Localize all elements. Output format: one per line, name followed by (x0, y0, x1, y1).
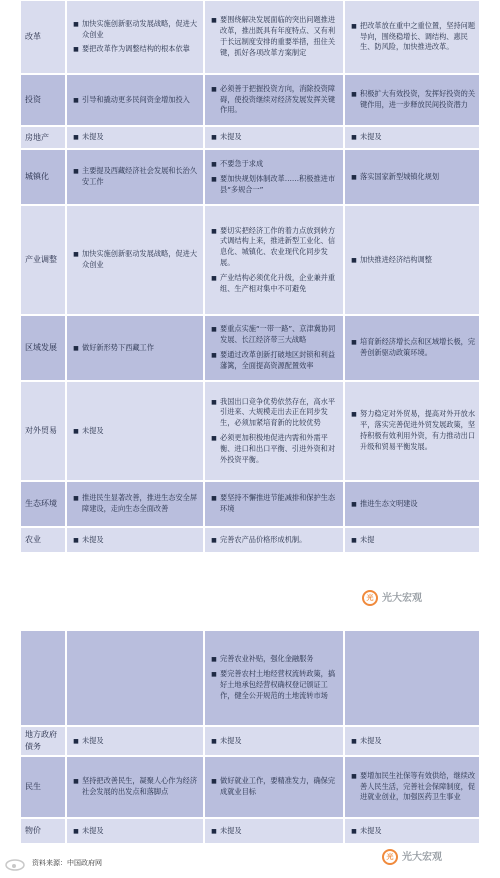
list-item (208, 324, 340, 346)
bullet-icon: ■ (211, 85, 217, 93)
policy-cell-3 (345, 727, 479, 755)
list-item (208, 397, 340, 429)
list-item (348, 255, 476, 266)
policy-cell-1 (67, 727, 205, 755)
bullet-icon: ■ (351, 536, 357, 544)
list-item (208, 736, 340, 747)
list-item (70, 776, 200, 798)
bullet-icon: ■ (211, 398, 217, 406)
bullet-icon: ■ (211, 737, 217, 745)
watermark-logo-icon: 光 (382, 849, 398, 865)
bullet-icon: ■ (73, 251, 79, 259)
item-text: 未提及 (360, 825, 382, 835)
list-item (208, 669, 340, 701)
policy-cell-1 (67, 206, 205, 314)
row-label: 投资 (21, 75, 67, 125)
bullet-icon: ■ (351, 134, 357, 141)
bullet-icon: ■ (73, 96, 79, 104)
list-item (208, 15, 340, 58)
policy-cell-2 (205, 482, 345, 526)
item-text: 做好就业工作，要精准发力，确保完成就业目标 (220, 776, 336, 796)
list-item (208, 826, 340, 837)
list-item (70, 132, 200, 143)
row-label: 房地产 (21, 127, 67, 148)
row-label: 对外贸易 (21, 382, 67, 480)
policy-cell-3 (345, 127, 479, 148)
list-item (70, 826, 200, 837)
bullet-icon: ■ (211, 326, 217, 334)
list-item (70, 343, 200, 354)
item-text: 加快推进经济结构调整 (360, 254, 432, 264)
item-text: 落实国家新型城镇化规划 (360, 171, 440, 181)
list-item (70, 44, 200, 55)
policy-cell-1 (67, 382, 205, 480)
policy-table-top (21, 0, 479, 554)
bullet-icon: ■ (211, 656, 217, 664)
policy-cell-3 (345, 75, 479, 125)
policy-cell-1 (67, 75, 205, 125)
item-text: 要把改革作为调整结构的根本依靠 (82, 44, 190, 54)
policy-cell-3 (345, 206, 479, 314)
policy-cell-3 (345, 819, 479, 843)
bullet-icon: ■ (211, 827, 217, 835)
item-text: 未提及 (82, 825, 104, 835)
row-label: 地方政府债务 (21, 727, 67, 755)
list-item (208, 776, 340, 798)
list-item (208, 350, 340, 372)
bullet-icon: ■ (73, 495, 79, 503)
bullet-icon: ■ (351, 500, 357, 508)
row-label: 民生 (21, 757, 67, 817)
list-item (208, 84, 340, 116)
item-text: 主要提及西藏经济社会发展和长治久安工作 (82, 166, 198, 186)
policy-table-bottom (21, 630, 479, 845)
table-row (21, 727, 479, 757)
bullet-icon: ■ (73, 168, 79, 176)
bullet-icon: ■ (73, 827, 79, 835)
item-text: 完善农业补贴，强化金融服务 (220, 654, 314, 664)
row-label: 城镇化 (21, 150, 67, 204)
source-note: 资料来源：中国政府网 (32, 859, 102, 867)
policy-cell-3 (345, 528, 479, 552)
bullet-icon: ■ (211, 495, 217, 503)
watermark-text: 光大宏观 (382, 592, 422, 604)
row-label: 农业 (21, 528, 67, 552)
table-row (21, 382, 479, 482)
list-item (208, 433, 340, 465)
table-row (21, 631, 479, 727)
table-row (21, 1, 479, 75)
policy-cell-1 (67, 819, 205, 843)
bullet-icon: ■ (351, 339, 357, 347)
bullet-icon: ■ (211, 778, 217, 786)
list-item (348, 499, 476, 510)
table-row (21, 528, 479, 554)
policy-cell-1 (67, 631, 205, 725)
policy-cell-2 (205, 819, 345, 843)
item-text: 做好新形势下西藏工作 (82, 342, 154, 352)
list-item (208, 132, 340, 143)
bullet-icon: ■ (73, 344, 79, 352)
policy-cell-3 (345, 482, 479, 526)
list-item (70, 19, 200, 41)
row-label: 物价 (21, 819, 67, 843)
item-text: 产业结构必须优化升级，企业兼并重组、生产相对集中不可避免 (220, 272, 336, 293)
bullet-icon: ■ (73, 20, 79, 28)
list-item (70, 166, 200, 188)
row-label (21, 631, 67, 725)
list-item (208, 159, 340, 170)
list-item (348, 535, 476, 546)
row-label: 产业调整 (21, 206, 67, 314)
item-text: 要围绕解决发展面临的突出问题推进改革，推出既具有年度特点、又有利于长远制度安排的重要举措，扭住关键，抓好各项改革方案制定 (220, 15, 336, 57)
watermark-bottom (382, 849, 442, 865)
item-text: 未提及 (360, 132, 382, 141)
item-text: 未提 (360, 534, 375, 544)
table-row (21, 75, 479, 127)
list-item (70, 95, 200, 106)
policy-cell-3 (345, 1, 479, 73)
table-row (21, 482, 479, 528)
bullet-icon: ■ (351, 256, 357, 264)
table-row (21, 316, 479, 382)
item-text: 要通过改革创新打破地区封锁和利益藩篱，全面提高资源配置效率 (220, 350, 336, 370)
list-item (348, 409, 476, 452)
policy-cell-1 (67, 150, 205, 204)
row-label: 生态环境 (21, 482, 67, 526)
bullet-icon: ■ (211, 227, 217, 235)
item-text: 要加快规划体制改革……积极推进市县“多规合一” (220, 173, 336, 194)
bullet-icon: ■ (211, 671, 217, 679)
list-item (348, 132, 476, 143)
policy-cell-3 (345, 631, 479, 725)
list-item (348, 21, 476, 53)
policy-cell-2 (205, 757, 345, 817)
bullet-icon: ■ (211, 160, 217, 168)
item-text: 加快实施创新驱动发展战略，促进大众创业 (82, 249, 198, 269)
policy-cell-1 (67, 1, 205, 73)
list-item (348, 771, 476, 803)
policy-cell-2 (205, 528, 345, 552)
item-text: 要完善农村土地经营权流转政策，搞好土地承包经营权确权登记颁证工作，健全公开规范的土地流转市场 (220, 669, 336, 700)
item-text: 未提及 (360, 735, 382, 745)
policy-cell-3 (345, 382, 479, 480)
item-text: 要切实把经济工作的着力点放到转方式调结构上来，推进新型工业化、信息化、城镇化、农业现代化同步发展。 (220, 225, 336, 267)
policy-cell-2 (205, 127, 345, 148)
policy-cell-2 (205, 206, 345, 314)
item-text: 未提及 (220, 132, 242, 141)
item-text: 完善农产品价格形成机制。 (220, 534, 307, 544)
item-text: 未提及 (82, 735, 104, 745)
list-item (70, 249, 200, 271)
list-item (208, 273, 340, 295)
list-item (348, 89, 476, 111)
bullet-icon: ■ (73, 427, 79, 435)
list-item (70, 535, 200, 546)
bullet-icon: ■ (211, 175, 217, 183)
item-text: 必须更加积极地促进内需和外需平衡、进口和出口平衡、引进外资和对外投资平衡。 (220, 433, 336, 464)
row-label: 区域发展 (21, 316, 67, 380)
bullet-icon: ■ (351, 91, 357, 99)
bullet-icon: ■ (351, 772, 357, 780)
bullet-icon: ■ (73, 778, 79, 786)
bullet-icon: ■ (211, 435, 217, 442)
item-text: 未提及 (220, 825, 242, 835)
policy-cell-1 (67, 316, 205, 380)
policy-cell-2 (205, 631, 345, 725)
item-text: 推进生态文明建设 (360, 498, 418, 508)
policy-cell-1 (67, 127, 205, 148)
policy-cell-3 (345, 316, 479, 380)
table-row (21, 150, 479, 206)
item-text: 坚持把改善民生，凝聚人心作为经济社会发展的出发点和落脚点 (82, 776, 198, 796)
policy-cell-1 (67, 757, 205, 817)
list-item (208, 226, 340, 269)
bullet-icon: ■ (211, 134, 217, 141)
list-item (208, 535, 340, 546)
item-text: 推进民生显著改善，推进生态安全屏障建设，走向生态全面改善 (82, 493, 198, 513)
policy-cell-1 (67, 528, 205, 552)
list-item (70, 493, 200, 515)
policy-cell-2 (205, 150, 345, 204)
table-row (21, 757, 479, 819)
list-item (348, 337, 476, 359)
list-item (348, 736, 476, 747)
item-text: 引导和撬动更多民间资金增加投入 (82, 94, 190, 104)
bullet-icon: ■ (351, 411, 357, 419)
item-text: 积极扩大有效投资，发挥好投资的关键作用，进一步释放民间投资潜力 (360, 89, 476, 109)
list-item (70, 736, 200, 747)
list-item (208, 493, 340, 515)
policy-cell-3 (345, 757, 479, 817)
bullet-icon: ■ (73, 46, 79, 54)
table-row (21, 127, 479, 150)
bullet-icon: ■ (73, 536, 79, 544)
item-text: 要重点实施“一带一路”、京津冀协同发展、长江经济带三大战略 (220, 324, 336, 345)
item-text: 未提及 (82, 534, 104, 544)
item-text: 要增加民生社保等有效供给，继续改善人民生活，完善社会保障制度，促进就业创业，加强医药卫生事业 (360, 770, 476, 802)
item-text: 未提及 (82, 132, 104, 141)
table-row (21, 819, 479, 845)
bullet-icon: ■ (351, 737, 357, 745)
list-item (208, 174, 340, 196)
row-label: 改革 (21, 1, 67, 73)
bullet-icon: ■ (73, 134, 79, 141)
item-text: 未提及 (82, 425, 104, 435)
table-row (21, 206, 479, 316)
bullet-icon: ■ (351, 827, 357, 835)
item-text: 加快实施创新驱动发展战略，促进大众创业 (82, 18, 198, 39)
policy-cell-2 (205, 727, 345, 755)
bullet-icon: ■ (211, 274, 217, 282)
item-text: 把改革放在重中之重位置，坚持问题导向，围绕稳增长、调结构、惠民生、防风险，加快推进改革。 (360, 20, 476, 52)
item-text: 必须善于把握投资方向，消除投资障碍，使投资继续对经济发展发挥关键作用。 (220, 83, 336, 115)
policy-cell-2 (205, 382, 345, 480)
bullet-icon: ■ (351, 173, 357, 181)
weibo-stamp-icon (4, 858, 26, 872)
bullet-icon: ■ (73, 737, 79, 745)
watermark-top (362, 590, 422, 606)
list-item (208, 654, 340, 665)
list-item (70, 426, 200, 437)
watermark-text: 光大宏观 (402, 851, 442, 863)
policy-cell-3 (345, 150, 479, 204)
bullet-icon: ■ (211, 352, 217, 359)
bullet-icon: ■ (211, 17, 217, 25)
item-text: 不要急于求成 (220, 158, 264, 168)
item-text: 我国出口竞争优势依然存在，高水平引进来、大规模走出去正在同步发生，必须加紧培育新的比较优势 (220, 396, 336, 428)
list-item (348, 826, 476, 837)
policy-cell-2 (205, 1, 345, 73)
bullet-icon: ■ (351, 22, 357, 30)
item-text: 要坚持不懈推进节能减排和保护生态环境 (220, 493, 336, 513)
policy-cell-1 (67, 482, 205, 526)
bullet-icon: ■ (211, 536, 217, 544)
item-text: 培育新经济增长点和区域增长极，完善创新驱动政策环境。 (360, 337, 476, 357)
watermark-logo-icon: 光 (362, 590, 378, 606)
item-text: 未提及 (220, 735, 242, 745)
list-item (348, 172, 476, 183)
policy-cell-2 (205, 316, 345, 380)
policy-cell-2 (205, 75, 345, 125)
item-text: 努力稳定对外贸易，提高对外开放水平，落实完善促进外贸发展政策，坚持积极有效利用外资，有力推动出口升级和贸易平衡发展。 (360, 409, 476, 451)
